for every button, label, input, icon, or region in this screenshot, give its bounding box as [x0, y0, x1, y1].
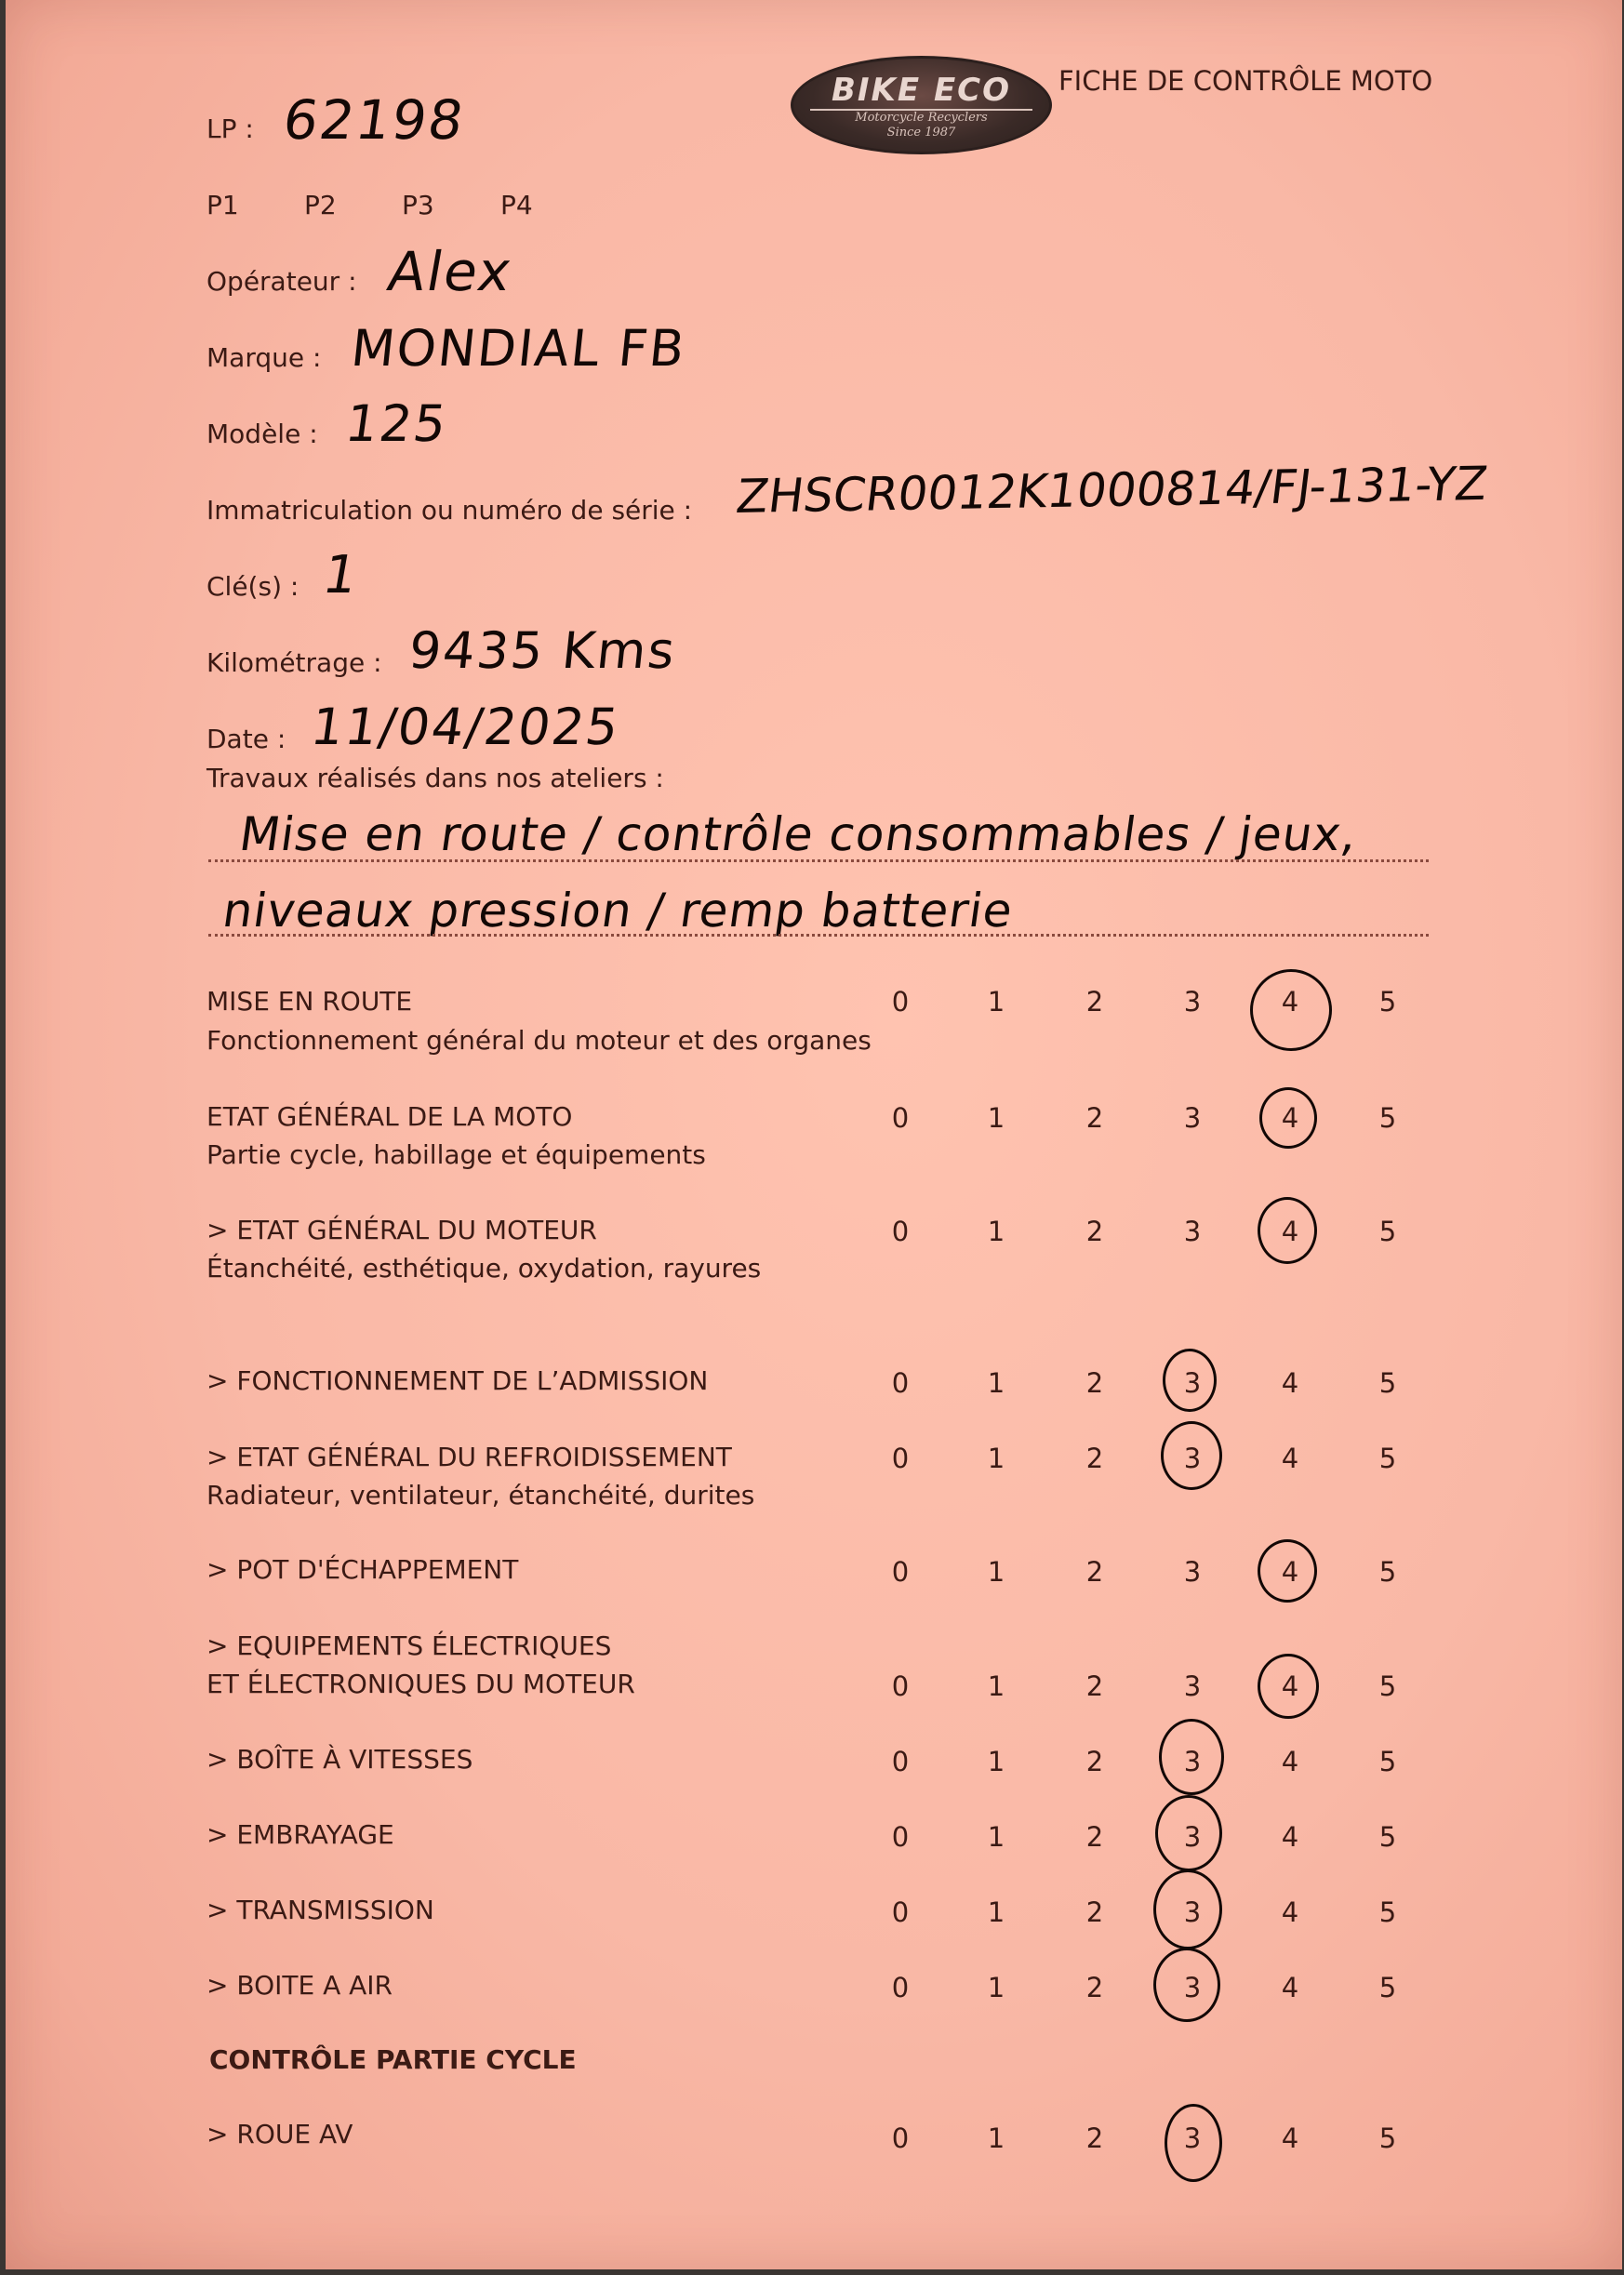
score-5[interactable]: 5 — [1378, 1216, 1397, 1247]
score-4[interactable]: 4 — [1281, 1972, 1299, 2003]
score-0[interactable]: 0 — [891, 1821, 910, 1853]
score-circle-mark — [1259, 1087, 1317, 1149]
marque-label: Marque : — [206, 342, 322, 373]
score-3[interactable]: 3 — [1183, 1556, 1202, 1588]
score-3[interactable]: 3 — [1183, 1102, 1202, 1134]
score-3[interactable]: 3 — [1183, 1367, 1202, 1399]
score-circle-mark — [1153, 1869, 1222, 1949]
score-circle-mark — [1163, 1349, 1217, 1412]
section-subtitle: Étanchéité, esthétique, oxydation, rayures — [206, 1253, 762, 1284]
section-title: > BOÎTE À VITESSES — [206, 1744, 473, 1775]
score-5[interactable]: 5 — [1378, 1102, 1397, 1134]
score-4[interactable]: 4 — [1281, 1896, 1299, 1928]
section-subtitle: Radiateur, ventilateur, étanchéité, durites — [206, 1480, 755, 1510]
section-subtitle: Partie cycle, habillage et équipements — [206, 1139, 706, 1170]
p2-option[interactable]: P2 — [304, 190, 337, 220]
score-2[interactable]: 2 — [1085, 1216, 1104, 1247]
section-title: ETAT GÉNÉRAL DE LA MOTO — [206, 1101, 573, 1132]
score-circle-mark — [1159, 1719, 1224, 1795]
score-2[interactable]: 2 — [1085, 1367, 1104, 1399]
score-5[interactable]: 5 — [1378, 2122, 1397, 2154]
score-5[interactable]: 5 — [1378, 1443, 1397, 1474]
score-0[interactable]: 0 — [891, 986, 910, 1018]
score-3[interactable]: 3 — [1183, 1216, 1202, 1247]
modele-label: Modèle : — [206, 419, 318, 449]
section-title: > ETAT GÉNÉRAL DU REFROIDISSEMENT — [206, 1442, 732, 1472]
bike-eco-logo — [791, 56, 1052, 154]
score-0[interactable]: 0 — [891, 2122, 910, 2154]
date-label: Date : — [206, 724, 286, 754]
score-4[interactable]: 4 — [1281, 1746, 1299, 1777]
section-title: > EMBRAYAGE — [206, 1819, 394, 1850]
score-0[interactable]: 0 — [891, 1367, 910, 1399]
p3-option[interactable]: P3 — [402, 190, 434, 220]
score-circle-mark — [1258, 1654, 1319, 1719]
score-1[interactable]: 1 — [987, 1102, 1005, 1134]
score-1[interactable]: 1 — [987, 1556, 1005, 1588]
score-5[interactable]: 5 — [1378, 1556, 1397, 1588]
score-1[interactable]: 1 — [987, 1746, 1005, 1777]
score-2[interactable]: 2 — [1085, 1896, 1104, 1928]
travaux-dotted-line-1 — [208, 859, 1429, 862]
score-4[interactable]: 4 — [1281, 2122, 1299, 2154]
score-1[interactable]: 1 — [987, 1670, 1005, 1702]
score-circle-mark — [1153, 1948, 1220, 2022]
travaux-line-1[interactable]: Mise en route / contrôle consommables / jeux, — [235, 807, 1362, 861]
score-0[interactable]: 0 — [891, 1443, 910, 1474]
score-circle-mark — [1165, 2104, 1222, 2182]
score-3[interactable]: 3 — [1183, 1896, 1202, 1928]
score-3[interactable]: 3 — [1183, 986, 1202, 1018]
score-circle-mark — [1258, 1539, 1317, 1603]
score-3[interactable]: 3 — [1183, 2122, 1202, 2154]
score-0[interactable]: 0 — [891, 1556, 910, 1588]
section-title: MISE EN ROUTE — [206, 986, 413, 1017]
score-2[interactable]: 2 — [1085, 1972, 1104, 2003]
section-title: > FONCTIONNEMENT DE L’ADMISSION — [206, 1365, 709, 1396]
score-circle-mark — [1250, 969, 1332, 1051]
logo-tagline — [793, 111, 1049, 140]
score-4[interactable]: 4 — [1281, 986, 1299, 1018]
score-1[interactable]: 1 — [987, 1367, 1005, 1399]
score-5[interactable]: 5 — [1378, 1821, 1397, 1853]
logo-brand-text: BIKE ECO — [831, 72, 1012, 109]
lp-label: LP : — [206, 113, 254, 144]
operateur-value[interactable]: Alex — [383, 240, 518, 303]
travaux-dotted-line-2 — [208, 934, 1429, 937]
score-4[interactable]: 4 — [1281, 1216, 1299, 1247]
travaux-line-2[interactable]: niveaux pression / remp batterie — [219, 884, 1017, 938]
score-5[interactable]: 5 — [1378, 1972, 1397, 2003]
cles-label: Clé(s) : — [206, 571, 300, 602]
section-title: > EQUIPEMENTS ÉLECTRIQUES — [206, 1630, 612, 1661]
score-0[interactable]: 0 — [891, 1216, 910, 1247]
section-title: > POT D'ÉCHAPPEMENT — [206, 1554, 519, 1585]
score-1[interactable]: 1 — [987, 986, 1005, 1018]
score-3[interactable]: 3 — [1183, 1821, 1202, 1853]
score-0[interactable]: 0 — [891, 1102, 910, 1134]
score-1[interactable]: 1 — [987, 1972, 1005, 2003]
score-5[interactable]: 5 — [1378, 1896, 1397, 1928]
score-1[interactable]: 1 — [987, 1216, 1005, 1247]
score-2[interactable]: 2 — [1085, 1556, 1104, 1588]
score-circle-mark — [1155, 1795, 1222, 1871]
section-title: > TRANSMISSION — [206, 1895, 434, 1925]
score-2[interactable]: 2 — [1085, 1670, 1104, 1702]
score-5[interactable]: 5 — [1378, 1670, 1397, 1702]
score-3[interactable]: 3 — [1183, 1443, 1202, 1474]
section-subtitle: Fonctionnement général du moteur et des organes — [206, 1025, 872, 1056]
score-2[interactable]: 2 — [1085, 1443, 1104, 1474]
score-4[interactable]: 4 — [1281, 1367, 1299, 1399]
logo-tagline-text: Motorcycle Recyclers — [855, 111, 988, 125]
score-3[interactable]: 3 — [1183, 1670, 1202, 1702]
score-0[interactable]: 0 — [891, 1972, 910, 2003]
p1-option[interactable]: P1 — [206, 190, 239, 220]
immat-value[interactable]: ZHSCR0012K1000814/FJ-131-YZ — [733, 456, 1491, 524]
score-0[interactable]: 0 — [891, 1746, 910, 1777]
score-5[interactable]: 5 — [1378, 1746, 1397, 1777]
score-0[interactable]: 0 — [891, 1670, 910, 1702]
immat-label: Immatriculation ou numéro de série : — [206, 495, 693, 526]
score-4[interactable]: 4 — [1281, 1670, 1299, 1702]
score-4[interactable]: 4 — [1281, 1821, 1299, 1853]
score-3[interactable]: 3 — [1183, 1972, 1202, 2003]
score-2[interactable]: 2 — [1085, 1821, 1104, 1853]
section-title: > ETAT GÉNÉRAL DU MOTEUR — [206, 1215, 597, 1245]
score-2[interactable]: 2 — [1085, 2122, 1104, 2154]
score-3[interactable]: 3 — [1183, 1746, 1202, 1777]
modele-value[interactable]: 125 — [341, 394, 452, 453]
score-4[interactable]: 4 — [1281, 1102, 1299, 1134]
score-0[interactable]: 0 — [891, 1896, 910, 1928]
logo-since-text: Since 1987 — [886, 126, 956, 140]
marque-value[interactable]: MONDIAL FB — [348, 319, 689, 378]
score-1[interactable]: 1 — [987, 1443, 1005, 1474]
score-2[interactable]: 2 — [1085, 986, 1104, 1018]
score-4[interactable]: 4 — [1281, 1443, 1299, 1474]
kilometrage-label: Kilométrage : — [206, 647, 382, 678]
score-5[interactable]: 5 — [1378, 986, 1397, 1018]
cycle-heading: CONTRÔLE PARTIE CYCLE — [209, 2044, 577, 2075]
operateur-label: Opérateur : — [206, 266, 357, 297]
kilometrage-value[interactable]: 9435 Kms — [406, 621, 680, 680]
score-4[interactable]: 4 — [1281, 1556, 1299, 1588]
section-subtitle: ET ÉLECTRONIQUES DU MOTEUR — [206, 1669, 635, 1699]
cles-value[interactable]: 1 — [318, 545, 365, 605]
score-circle-mark — [1161, 1421, 1222, 1490]
date-value[interactable]: 11/04/2025 — [307, 698, 624, 756]
score-5[interactable]: 5 — [1378, 1367, 1397, 1399]
section-title: > ROUE AV — [206, 2119, 353, 2149]
score-1[interactable]: 1 — [987, 2122, 1005, 2154]
section-title: > BOITE A AIR — [206, 1970, 393, 2001]
score-1[interactable]: 1 — [987, 1821, 1005, 1853]
travaux-label: Travaux réalisés dans nos ateliers : — [206, 763, 664, 793]
score-2[interactable]: 2 — [1085, 1746, 1104, 1777]
lp-value[interactable]: 62198 — [279, 88, 470, 152]
p4-option[interactable]: P4 — [500, 190, 533, 220]
score-1[interactable]: 1 — [987, 1896, 1005, 1928]
score-circle-mark — [1258, 1197, 1317, 1264]
paper-sheet — [6, 0, 1622, 2269]
score-2[interactable]: 2 — [1085, 1102, 1104, 1134]
sheet-title: FICHE DE CONTRÔLE MOTO — [1058, 65, 1433, 97]
